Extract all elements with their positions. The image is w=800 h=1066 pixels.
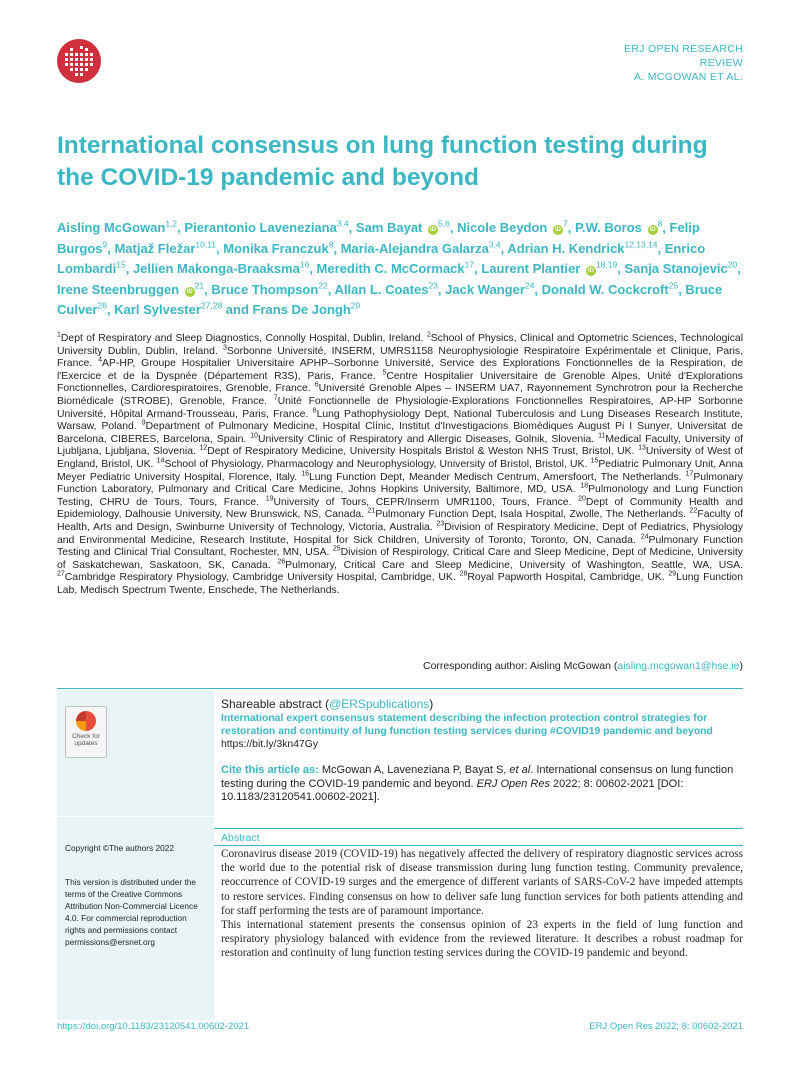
author-affiliation-ref: 16 xyxy=(299,259,310,270)
author-name xyxy=(223,241,333,256)
affiliation-text: Université Grenoble Alpes – INSERM UA7, Rayonnement Synchrotron pour la Recherche Biomédicale (STROBE), Grenoble, France. xyxy=(57,383,743,407)
abstract-heading: Abstract xyxy=(221,832,260,844)
abstract-body xyxy=(221,847,743,961)
affiliation-text: Royal Papworth Hospital, Cambridge, UK. xyxy=(467,572,665,584)
author-name-text: Matjaž Fležar xyxy=(114,240,196,256)
affiliations xyxy=(57,333,743,597)
author-name-text: Jack Wanger xyxy=(445,281,525,297)
footer-doi-link[interactable]: https://doi.org/10.1183/23120541.00602-2021 xyxy=(57,1021,250,1032)
author-affiliation-ref: 29 xyxy=(350,301,361,312)
author-name-text: Monika Franczuk xyxy=(223,240,329,256)
author-name-text: Frans De Jongh xyxy=(252,302,351,318)
affiliation-number: 7 xyxy=(273,394,278,402)
author-affiliation-ref: 24 xyxy=(524,280,535,291)
author-name xyxy=(317,261,475,276)
shareable-title xyxy=(221,698,743,711)
badge-line-2: updates xyxy=(74,740,98,747)
running-header xyxy=(624,42,743,84)
author-name xyxy=(624,261,737,276)
footer-citation: ERJ Open Res 2022; 8: 00602-2021 xyxy=(589,1021,743,1032)
author-name-text: Donald W. Cockcroft xyxy=(541,281,669,297)
affiliation-text: Centre Hospitalier Universitaire de Grenoble Alpes, Unité d'Explorations Fonctionnelles, Cardiorespiratoires, Grenoble, France. xyxy=(57,370,743,395)
badge-line-1: Check for xyxy=(72,733,100,740)
affiliation-number: 21 xyxy=(367,507,376,515)
author-name-text: Jellien Makonga-Braaksma xyxy=(132,261,300,277)
affiliation-number: 3 xyxy=(223,344,227,352)
citation-block xyxy=(221,764,743,805)
author-affiliation-ref: 12,13,14 xyxy=(624,239,658,250)
author-affiliation-ref: 8 xyxy=(657,218,663,229)
author-name-text: Sanja Stanojevic xyxy=(624,261,728,277)
shareable-link[interactable]: https://bit.ly/3kn47Gy xyxy=(221,739,319,750)
affiliation-text: Lung Function Dept, Meander Medisch Centrum, Amersfoort, The Netherlands. xyxy=(308,471,682,483)
author-name xyxy=(184,220,348,235)
affiliation-text: Sorbonne Université, INSERM, UMRS1158 Neurophysiologie Respiratoire Expérimentale et Clinique, Paris, France. xyxy=(57,345,743,370)
author-affiliation-ref: 23 xyxy=(428,280,438,291)
author-affiliation-ref: 1,2 xyxy=(165,218,178,229)
orcid-icon[interactable]: iD xyxy=(430,227,437,233)
check-for-updates-button[interactable] xyxy=(65,706,107,758)
orcid-icon[interactable]: iD xyxy=(186,288,193,295)
affiliation-number: 14 xyxy=(156,457,165,465)
author-name xyxy=(457,220,568,235)
author-name xyxy=(542,282,679,297)
affiliation-number: 25 xyxy=(332,545,341,553)
sidebar-divider xyxy=(57,816,214,817)
affiliation-text: University of West of England, Bristol, UK. xyxy=(57,446,743,470)
author-affiliation-ref: 3,4 xyxy=(336,218,349,229)
author-name-text: Adrian H. Kendrick xyxy=(507,240,625,256)
author-name-text: Allan L. Coates xyxy=(334,281,429,297)
author-name xyxy=(507,241,657,256)
author-name-text: Felip Burgos xyxy=(57,220,700,256)
twitter-handle-link[interactable]: @ERSpublications xyxy=(329,697,430,711)
author-affiliation-ref: 20 xyxy=(727,259,738,270)
author-affiliation-ref: 5,6 xyxy=(438,218,450,229)
affiliation-number: 22 xyxy=(689,507,698,515)
author-name-text: Meredith C. McCormack xyxy=(316,261,465,277)
affiliation-text: Dept of Community Health and Epidemiology, Dalhousie University, New Brunswick, NS, Canada. xyxy=(57,496,743,521)
abstract-rule-bottom xyxy=(214,845,743,846)
affiliation-text: Lung Pathophysiology Dept, National Tuberculosis and Lung Diseases Research Institute, Warsaw, Poland. xyxy=(57,408,744,433)
shareable-label: Shareable abstract ( xyxy=(221,697,330,711)
affiliation-number: 15 xyxy=(590,457,599,465)
affiliation-text: Division of Respirology, Critical Care and Sleep Medicine, Dept of Medicine, University of Saskatchewan, Saskatoon, SK, Canada. xyxy=(57,547,743,571)
affiliation-number: 5 xyxy=(382,369,387,377)
affiliation-number: 23 xyxy=(436,520,445,528)
shareable-text: International expert consensus statement describing the infection protection control strategies for restoration and continuity of lung function testing services during #COVID19 pandemic and beyond xyxy=(221,713,713,737)
corresponding-email-link[interactable]: aisling.mcgowan1@hse.ie xyxy=(617,660,740,672)
affiliation-text: School of Physiology, Pharmacology and Neurophysiology, University of Bristol, Bristol, UK. xyxy=(164,458,588,470)
author-affiliation-ref: 3,4 xyxy=(488,239,501,250)
author-name xyxy=(481,261,617,276)
affiliation-text: Dept of Respiratory and Sleep Diagnostics, Connolly Hospital, Dublin, Ireland. xyxy=(60,333,424,344)
affiliation-number: 16 xyxy=(301,470,309,478)
affiliation-text: AP-HP, Groupe Hospitalier Universitaire APHP–Sorbonne Université, Service des Explorations Fonctionnelles de la Respiration, de l'Exercice et de la Dyspnée (Département R3S), Paris, France. xyxy=(57,358,743,382)
author-affiliation-ref: 25 xyxy=(668,280,679,291)
author-affiliation-ref: 22 xyxy=(318,280,328,291)
affiliation-number: 17 xyxy=(685,470,694,478)
author-name-text: Bruce Thompson xyxy=(211,281,319,297)
author-name xyxy=(341,241,501,256)
cite-text-2: . International consensus on lung function testing during the COVID-19 pandemic and beyond. xyxy=(221,764,734,790)
author-name xyxy=(133,261,309,276)
orcid-icon[interactable]: iD xyxy=(555,227,561,233)
affiliation-number: 20 xyxy=(578,495,586,503)
affiliation-text: Lung Function Lab, Medisch Spectrum Twente, Enschede, The Netherlands. xyxy=(57,572,743,596)
sidebar xyxy=(57,690,214,1020)
cite-etal: et al xyxy=(509,764,531,776)
affiliation-number: 13 xyxy=(638,444,646,452)
author-affiliation-ref: 10,11 xyxy=(195,239,217,250)
crossmark-icon xyxy=(76,711,96,731)
author-affiliation-ref: 17 xyxy=(464,259,475,270)
affiliation-number: 28 xyxy=(459,570,468,578)
affiliation-text: Division of Respiratory Medicine, Dept of Pediatrics, Physiology and Environmental Medicine, Research Institute, Hospital for Sick Children, University of Toronto, Toronto, ON, Canada. xyxy=(57,521,744,546)
author-affiliation-ref: 18,19 xyxy=(595,259,618,270)
shareable-abstract-section xyxy=(221,698,743,805)
author-name xyxy=(253,302,361,317)
cite-journal: ERJ Open Res xyxy=(476,777,550,790)
author-name-text: Karl Sylvester xyxy=(114,302,201,318)
author-name xyxy=(356,220,450,235)
affiliation-number: 6 xyxy=(314,381,319,389)
affiliation-number: 10 xyxy=(250,432,259,440)
author-affiliation-ref: 9 xyxy=(102,239,108,250)
affiliation-number: 1 xyxy=(57,331,61,339)
cite-label: Cite this article as: xyxy=(221,764,319,776)
orcid-icon[interactable]: iD xyxy=(649,227,656,233)
author-affiliation-ref: 7 xyxy=(563,218,568,229)
affiliation-text: University of Tours, CEPR/Inserm UMR1100, Tours, France. xyxy=(273,496,572,508)
orcid-icon[interactable]: iD xyxy=(587,268,594,275)
author-name xyxy=(211,282,327,297)
abstract-rule-top xyxy=(214,828,743,829)
running-authors: A. MCGOWAN ET AL. xyxy=(634,71,743,83)
affiliation-text: Pulmonary Function Dept, Isala Hospital, Zwolle, The Netherlands. xyxy=(375,509,687,521)
corresponding-author xyxy=(423,660,743,672)
author-name-text: Pierantonio Laveneziana xyxy=(184,220,337,235)
author-name-text: Enrico Lombardi xyxy=(57,240,706,277)
affiliation-text: Pulmonary Function Laboratory, Pulmonary and Critical Care Medicine, Johns Hopkins University, Baltimore, MD, USA. xyxy=(57,471,743,496)
affiliation-number: 18 xyxy=(580,482,589,490)
cite-text-3: 2022; 8: 00602-2021 [DOI: 10.1183/23120541.00602-2021]. xyxy=(221,777,684,803)
affiliation-text: School of Physics, Clinical and Optometric Sciences, Technological University Dublin, Dublin, Ireland. xyxy=(57,333,744,357)
affiliation-text: University Clinic of Respiratory and Allergic Diseases, Golnik, Slovenia. xyxy=(258,433,595,445)
affiliation-text: Cambridge Respiratory Physiology, Cambridge University Hospital, Cambridge, UK. xyxy=(64,572,456,584)
affiliation-number: 11 xyxy=(598,432,606,440)
corresponding-close: ) xyxy=(739,660,743,672)
affiliation-text: Medical Faculty, University of Ljubljana, Ljubljana, Slovenia. xyxy=(57,433,744,458)
author-name xyxy=(335,282,438,297)
affiliation-number: 27 xyxy=(57,570,65,578)
section-divider xyxy=(57,688,743,689)
affiliation-text: Pulmonary, Critical Care and Sleep Medicine, University of Washington, Seattle, WA, USA. xyxy=(285,559,743,571)
author-list: Aisling McGowan$^{1,2}$, Pierantonio Laveneziana$^{3,4}$, Sam Bayat iD$^{5,6}$, Nicole Beydon $iD^7$, P.W. Boros $iD^8$, Felip Burgos$^9$, Matjaž Fležar$^{10,11}$, Monika Franczuk$^8$, Maria-Alejandra Galarza$^{3,4}$, Adrian H. Kendrick$^{12,13,14}$, Enrico Lombardi$^{15}$, Jellien Makonga-Braaksma$^{16}$, Meredith C. McCormack$^{17}$, Laurent Plantier iD$^{18,19}$, Sanja Stanojevic$^{20}$, Irene Steenbruggen $iD^{21}$, Bruce Thompson$^{22}$, Allan L. Coates$^{23}$, Jack Wanger$^{24}$, Donald W. Cockcroft$^{25}$, Bruce Culver$^{26}$, Karl Sylvester$^{27,28}$ and Frans De Jongh$^{29}$ xyxy=(57,218,741,318)
affiliation-number: 4 xyxy=(98,356,103,364)
author-affiliation-ref: 15 xyxy=(116,259,126,270)
abstract-paragraph-1: Coronavirus disease 2019 (COVID-19) has negatively affected the delivery of respiratory diagnostic services across the world due to the potential risk of disease transmission during lung function testing. Community prevalence, reoccurrence of COVID-19 surges and the emergence of different variants of SARS-CoV-2 have impeded attempts to restore services. Finding consensus on how to deliver safe lung function services for both patients attending and for staff performing the tests are of paramount importance. xyxy=(221,848,743,917)
abstract-paragraph-2: This international statement presents the consensus opinion of 23 experts in the field of lung function and respiratory physiology balanced with evidence from the reviewed literature. It describes a robust roadmap for restoration and continuity of lung function testing services during the COVID-19 pandemic and beyond. xyxy=(221,919,743,960)
author-affiliation-ref: 8 xyxy=(328,239,334,250)
affiliation-text: Pulmonology and Lung Function Testing, CHRU de Tours, Tours, France. xyxy=(57,484,744,508)
license-notice: This version is distributed under the terms of the Creative Commons Attribution Non-Commercial Licence 4.0. For commercial reproduction rights and permissions contact permissions@ersnet.org xyxy=(65,877,198,947)
author-affiliation-ref: 27,28 xyxy=(200,301,223,312)
author-name-text: Nicole Beydon xyxy=(457,220,548,235)
author-name xyxy=(57,220,177,235)
affiliation-number: 12 xyxy=(199,444,208,452)
affiliation-text: Dept of Respiratory Medicine, University Hospitals Bristol & Weston NHS Trust, Bristol, UK. xyxy=(207,446,635,458)
affiliation-number: 2 xyxy=(426,331,431,339)
affiliation-number: 9 xyxy=(141,419,146,427)
affiliation-text: Faculty of Health, Arts and Design, Swinburne University of Technology, Victoria, Australia. xyxy=(57,509,743,533)
copyright-notice: Copyright ©The authors 2022 xyxy=(65,843,174,853)
affiliation-text: Unité Fonctionnelle de Physiologie-Explorations Fonctionnelles Respiratoires, AP-HP Sorbonne Université, Hôpital Armand-Trousseau, Paris, France. xyxy=(57,395,743,420)
affiliation-text: Pulmonary Function Testing and Clinical Trial Consultant, Rochester, MN, USA. xyxy=(57,534,744,559)
affiliation-number: 8 xyxy=(312,407,317,415)
author-name-text: Aisling McGowan xyxy=(57,220,166,235)
article-type: REVIEW xyxy=(699,57,743,69)
author-name-text: Laurent Plantier xyxy=(481,261,581,277)
affiliation-text: Pediatric Pulmonary Unit, Anna Meyer Pediatric University Hospital, Florence, Italy. xyxy=(57,458,744,483)
author-name-text: Sam Bayat xyxy=(355,220,423,235)
author-affiliation-ref: 21 xyxy=(194,280,205,291)
corresponding-label: Corresponding author: Aisling McGowan ( xyxy=(423,660,618,672)
author-name-text: Irene Steenbruggen xyxy=(57,281,180,297)
author-name-text: Bruce Culver xyxy=(57,281,723,318)
author-name xyxy=(57,282,204,297)
author-name xyxy=(575,220,662,235)
author-name xyxy=(445,282,534,297)
ers-logo-icon xyxy=(56,38,102,84)
journal-name: ERJ OPEN RESEARCH xyxy=(624,43,743,55)
affiliation-number: 29 xyxy=(668,570,677,578)
author-name-text: P.W. Boros xyxy=(574,220,642,235)
author-affiliation-ref: 26 xyxy=(97,301,107,312)
article-title: International consensus on lung function testing during the COVID-19 pandemic and beyond xyxy=(57,132,708,191)
author-name xyxy=(114,302,222,317)
affiliation-number: 19 xyxy=(265,495,274,503)
author-name-text: Maria-Alejandra Galarza xyxy=(340,240,489,256)
shareable-close: ) xyxy=(429,697,434,711)
cite-text-1: McGowan A, Laveneziana P, Bayat S, xyxy=(318,764,510,776)
affiliation-number: 26 xyxy=(277,558,286,566)
affiliation-text: Department of Pulmonary Medicine, Hospital Clínic, Institut d'Investigacions Biomèdiques August Pi I Sunyer, Universitat de Barcelona, CIBERES, Barcelona, Spain. xyxy=(57,421,743,445)
affiliation-number: 24 xyxy=(640,533,649,541)
author-name xyxy=(114,241,216,256)
